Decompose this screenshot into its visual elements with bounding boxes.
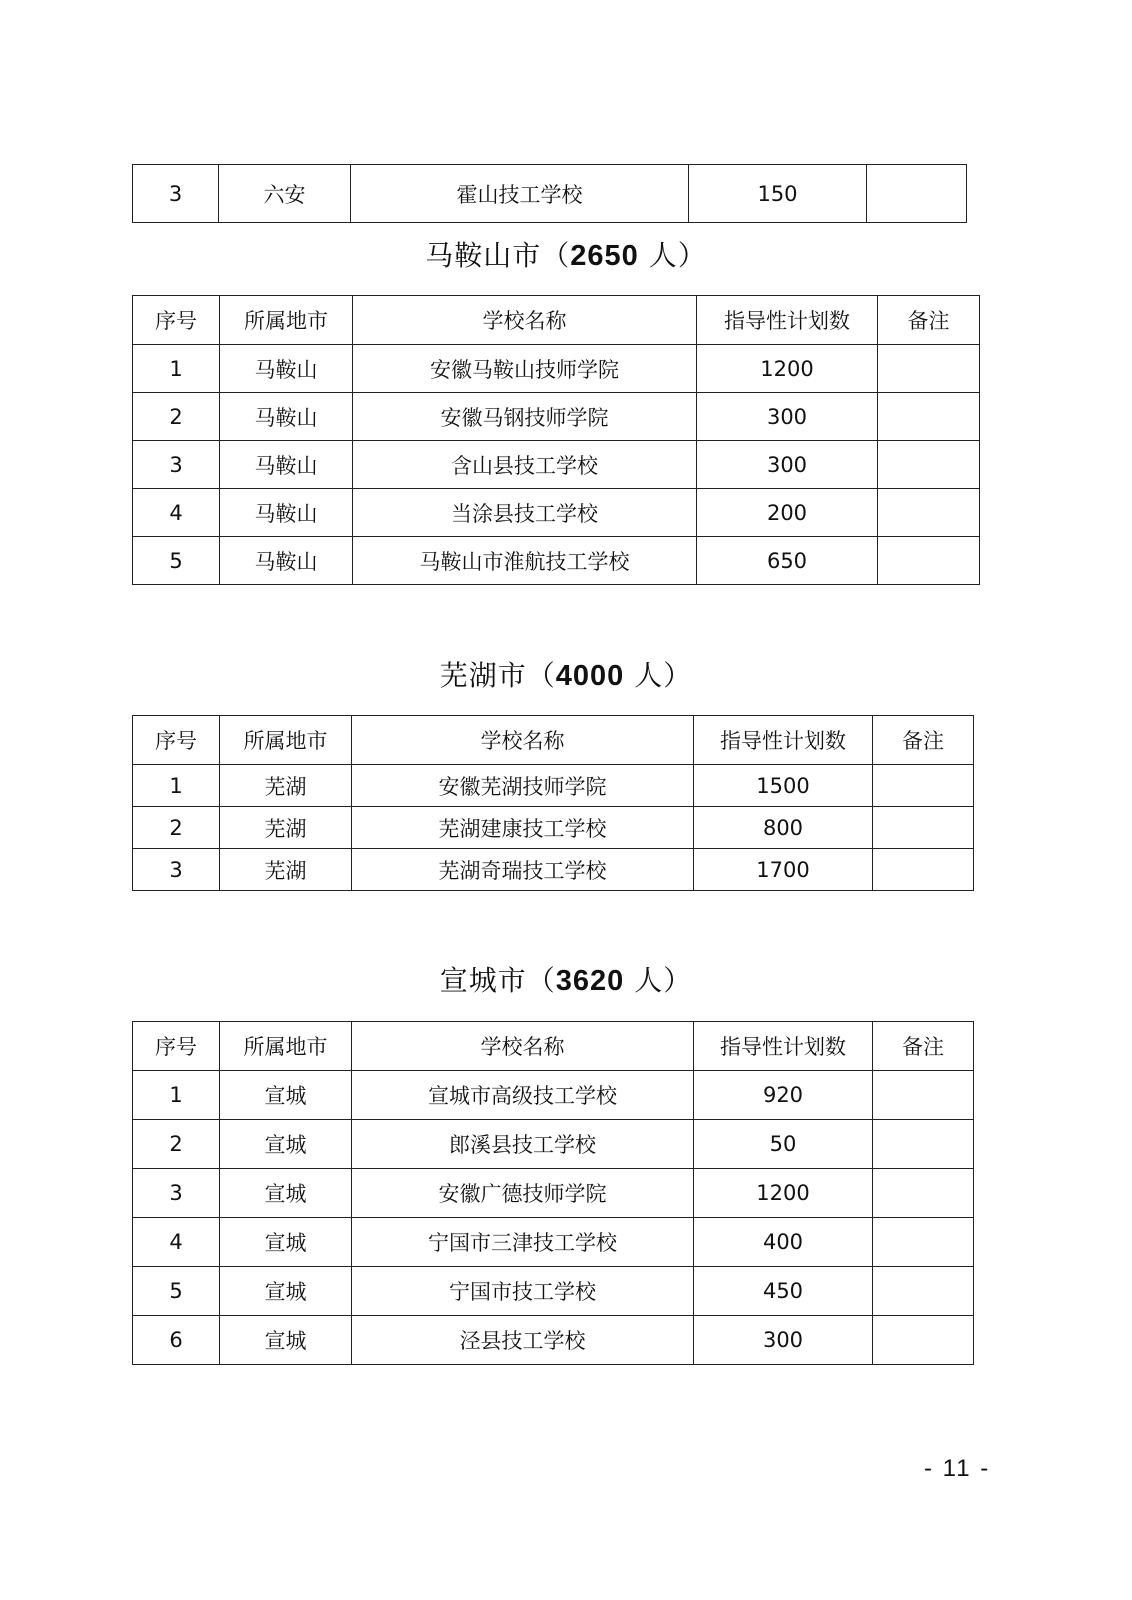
cell-note [878,489,980,537]
cell-school: 芜湖奇瑞技工学校 [352,849,694,891]
section-open-paren: （ [541,239,571,272]
cell-seq: 5 [133,1267,220,1316]
cell-seq: 4 [133,489,220,537]
cell-city: 芜湖 [220,765,352,807]
cell-school: 霍山技工学校 [351,165,689,223]
table-row [133,345,980,393]
header-seq: 序号 [133,296,220,345]
header-school: 学校名称 [352,1022,694,1071]
cell-city: 宣城 [220,1169,352,1218]
table-row [133,849,974,891]
cell-seq: 1 [133,345,220,393]
cell-city: 马鞍山 [220,537,353,585]
table-row [133,1267,974,1316]
table-header-row [133,296,980,345]
table-row [133,1169,974,1218]
header-city: 所属地市 [220,716,352,765]
header-note: 备注 [878,296,980,345]
cell-seq: 3 [133,165,219,223]
cell-note [873,849,974,891]
cell-note [878,537,980,585]
cell-plan: 400 [694,1218,873,1267]
header-seq: 序号 [133,1022,220,1071]
cell-seq: 3 [133,1169,220,1218]
cell-school: 宁国市技工学校 [352,1267,694,1316]
header-school: 学校名称 [353,296,697,345]
cell-seq: 2 [133,1120,220,1169]
header-plan: 指导性计划数 [697,296,878,345]
cell-plan: 300 [694,1316,873,1365]
cell-seq: 3 [133,441,220,489]
table-row [133,1316,974,1365]
table-header-row [133,716,974,765]
section-total: 2650 [570,240,639,272]
section-heading [0,959,1132,999]
cell-plan: 920 [694,1071,873,1120]
header-school: 学校名称 [352,716,694,765]
cell-school: 安徽马鞍山技师学院 [353,345,697,393]
section-city: 马鞍山市 [425,239,542,272]
cell-seq: 2 [133,807,220,849]
cell-city: 马鞍山 [220,345,353,393]
section-total: 3620 [555,965,625,997]
section-heading [0,234,1132,274]
cell-note [878,441,980,489]
cell-note [873,1316,974,1365]
cell-seq: 1 [133,1071,220,1120]
section-unit: 人） [624,659,693,692]
header-plan: 指导性计划数 [694,1022,873,1071]
cell-city: 马鞍山 [220,393,353,441]
cell-note [878,345,980,393]
table-row [133,393,980,441]
section-open-paren: （ [526,964,556,997]
cell-note [873,1267,974,1316]
cell-school: 安徽广德技师学院 [352,1169,694,1218]
table-row [133,537,980,585]
cell-plan: 200 [697,489,878,537]
cell-seq: 1 [133,765,220,807]
cell-school: 郎溪县技工学校 [352,1120,694,1169]
schools-table [132,1021,974,1365]
table-row [133,1120,974,1169]
header-plan: 指导性计划数 [694,716,873,765]
table-row [133,1218,974,1267]
section-unit: 人） [624,964,693,997]
cell-plan: 800 [694,807,873,849]
table-row [133,489,980,537]
cell-city: 芜湖 [220,807,352,849]
cell-plan: 1200 [697,345,878,393]
cell-city: 宣城 [220,1120,352,1169]
cell-plan: 300 [697,393,878,441]
cell-city: 宣城 [220,1071,352,1120]
cell-school: 宣城市高级技工学校 [352,1071,694,1120]
cell-school: 泾县技工学校 [352,1316,694,1365]
table-row [133,441,980,489]
cell-note [878,393,980,441]
cell-plan: 1200 [694,1169,873,1218]
header-city: 所属地市 [220,1022,352,1071]
table-header-row [133,1022,974,1071]
schools-table [132,715,974,891]
cell-school: 芜湖建康技工学校 [352,807,694,849]
header-note: 备注 [873,716,974,765]
section-city: 宣城市 [439,964,527,997]
cell-note [873,1120,974,1169]
cell-school: 当涂县技工学校 [353,489,697,537]
cell-note [873,765,974,807]
cell-seq: 5 [133,537,220,585]
cell-school: 马鞍山市淮航技工学校 [353,537,697,585]
table-row [133,165,967,223]
cell-city: 六安 [219,165,351,223]
cell-note [873,1071,974,1120]
header-city: 所属地市 [220,296,353,345]
table-row [133,807,974,849]
carryover-table [132,164,967,223]
cell-plan: 50 [694,1120,873,1169]
section-unit: 人） [638,239,707,272]
cell-note [873,807,974,849]
cell-plan: 650 [697,537,878,585]
section-heading [0,654,1132,694]
cell-city: 宣城 [220,1267,352,1316]
cell-note [873,1218,974,1267]
table-row [133,765,974,807]
cell-seq: 3 [133,849,220,891]
section-open-paren: （ [526,659,556,692]
cell-plan: 300 [697,441,878,489]
header-note: 备注 [873,1022,974,1071]
section-city: 芜湖市 [439,659,527,692]
cell-city: 芜湖 [220,849,352,891]
cell-plan: 450 [694,1267,873,1316]
cell-city: 马鞍山 [220,489,353,537]
cell-seq: 4 [133,1218,220,1267]
cell-school: 宁国市三津技工学校 [352,1218,694,1267]
cell-seq: 6 [133,1316,220,1365]
cell-plan: 150 [689,165,867,223]
cell-plan: 1500 [694,765,873,807]
table-row [133,1071,974,1120]
section-total: 4000 [555,660,625,692]
schools-table [132,295,980,585]
cell-note [873,1169,974,1218]
cell-school: 安徽马钢技师学院 [353,393,697,441]
cell-school: 安徽芜湖技师学院 [352,765,694,807]
cell-school: 含山县技工学校 [353,441,697,489]
cell-note [867,165,967,223]
cell-city: 宣城 [220,1218,352,1267]
page-number: - 11 - [924,1455,991,1482]
cell-seq: 2 [133,393,220,441]
cell-city: 马鞍山 [220,441,353,489]
cell-city: 宣城 [220,1316,352,1365]
cell-plan: 1700 [694,849,873,891]
header-seq: 序号 [133,716,220,765]
